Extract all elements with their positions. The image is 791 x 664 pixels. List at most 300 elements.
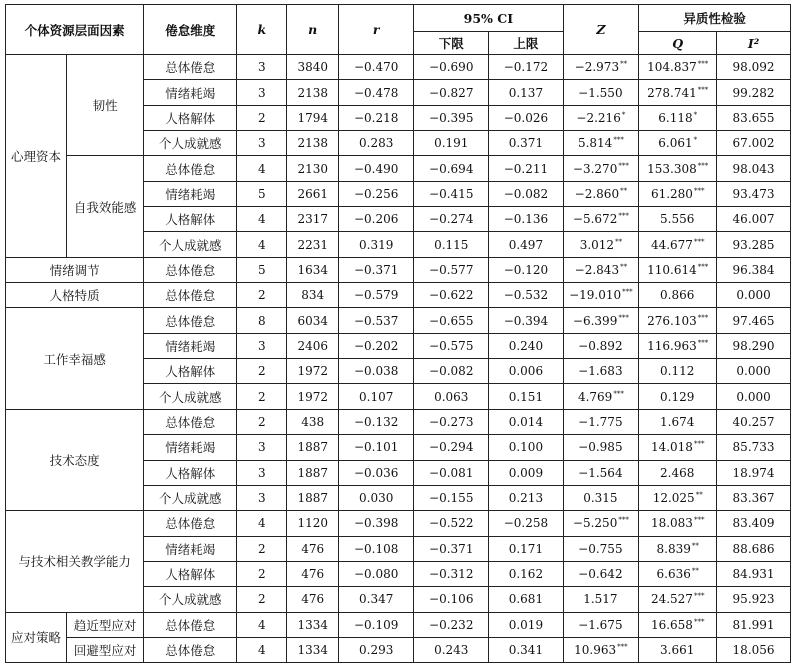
n-cell-value: 2406 [297, 338, 328, 353]
ci-lower-cell-value: −0.371 [429, 541, 474, 556]
n-cell [287, 435, 339, 460]
dimension-cell-value: 总体倦怠 [165, 161, 216, 177]
r-cell-value: −0.109 [353, 617, 399, 632]
k-cell-value: 4 [257, 643, 266, 658]
significance-mark: ** [620, 60, 628, 69]
k-cell [237, 333, 287, 358]
ci-lower-cell-value: 0.063 [434, 389, 469, 404]
n-cell-value: 1334 [297, 617, 328, 632]
n-cell [287, 181, 339, 206]
r-cell [339, 207, 414, 232]
ci-upper-cell-value: 0.151 [508, 389, 544, 404]
n-cell [287, 637, 339, 662]
i2-cell [717, 131, 791, 156]
n-cell [287, 587, 339, 612]
i2-cell-value: 81.991 [732, 617, 775, 632]
q-cell [639, 587, 717, 612]
i2-cell [717, 485, 791, 510]
header-ci-lower: 下限 [414, 32, 489, 55]
significance-mark: *** [697, 85, 709, 94]
significance-mark: *** [618, 313, 629, 322]
significance-mark: *** [693, 186, 705, 195]
significance-mark: ** [620, 186, 628, 195]
n-cell [287, 257, 339, 282]
ci-upper-cell-value: 0.213 [508, 491, 544, 506]
ci-lower-cell [414, 409, 489, 434]
dimension-cell [144, 333, 237, 358]
n-cell [287, 485, 339, 510]
k-cell [237, 80, 287, 105]
k-cell-value: 5 [257, 186, 266, 201]
r-cell [339, 131, 414, 156]
n-cell-value: 2231 [297, 237, 328, 252]
ci-lower-cell [414, 460, 489, 485]
z-cell [563, 359, 639, 384]
ci-upper-cell [489, 55, 563, 80]
header-heterogeneity: 异质性检验 [639, 5, 791, 32]
i2-cell-value: 96.384 [732, 262, 775, 277]
dimension-cell [144, 283, 237, 308]
q-cell [639, 511, 717, 536]
dimension-cell-value: 人格解体 [165, 567, 216, 583]
ci-lower-cell-value: −0.622 [429, 288, 474, 303]
significance-mark: *** [613, 136, 624, 145]
q-cell [639, 333, 717, 358]
z-cell [563, 131, 639, 156]
header-k: k [237, 5, 287, 55]
dimension-cell-value: 总体倦怠 [165, 60, 216, 76]
r-cell-value: −0.206 [353, 212, 399, 227]
i2-cell [717, 80, 791, 105]
dimension-cell-value: 总体倦怠 [165, 262, 216, 278]
n-cell [287, 359, 339, 384]
r-cell [339, 587, 414, 612]
table-row [6, 308, 791, 333]
q-cell-value: 153.308 [647, 161, 697, 176]
z-cell-value: −0.985 [578, 440, 623, 455]
ci-upper-cell [489, 435, 563, 460]
ci-lower-cell-value: −0.415 [429, 186, 474, 201]
i2-cell-value: 97.465 [732, 313, 775, 328]
dimension-cell-value: 总体倦怠 [165, 516, 216, 532]
i2-cell-value: 99.282 [732, 85, 775, 100]
significance-mark: *** [697, 313, 709, 322]
significance-mark: *** [693, 516, 705, 525]
significance-mark: * [693, 136, 698, 145]
ci-lower-cell-value: −0.575 [429, 338, 474, 353]
table-row [6, 283, 791, 308]
r-cell [339, 536, 414, 561]
ci-upper-cell-value: −0.172 [503, 60, 549, 75]
ci-lower-cell [414, 131, 489, 156]
k-cell [237, 181, 287, 206]
header-ci-upper: 上限 [489, 32, 563, 55]
group-personality: 人格特质 [6, 283, 144, 308]
dimension-cell [144, 409, 237, 434]
ci-upper-cell-value: −0.026 [503, 110, 549, 125]
k-cell [237, 561, 287, 586]
n-cell [287, 612, 339, 637]
ci-lower-cell-value: −0.081 [429, 465, 474, 480]
group-tech-attitude: 技术态度 [6, 409, 144, 510]
r-cell [339, 435, 414, 460]
z-cell-value: −5.250 [572, 516, 618, 531]
dimension-cell-value: 个人成就感 [159, 237, 222, 253]
q-cell-value: 5.556 [660, 212, 695, 227]
ci-upper-cell-value: 0.497 [508, 237, 544, 252]
n-cell-value: 6034 [297, 313, 328, 328]
n-cell-value: 1972 [297, 364, 328, 379]
q-cell-value: 61.280 [650, 186, 693, 201]
z-cell [563, 409, 639, 434]
ci-lower-cell [414, 612, 489, 637]
r-cell-value: −0.398 [353, 516, 399, 531]
i2-cell [717, 561, 791, 586]
k-cell-value: 2 [257, 288, 266, 303]
i2-cell [717, 409, 791, 434]
dimension-cell [144, 105, 237, 130]
n-cell [287, 207, 339, 232]
k-cell-value: 2 [257, 414, 266, 429]
q-cell [639, 485, 717, 510]
ci-lower-cell-value: −0.273 [429, 414, 474, 429]
ci-upper-cell-value: 0.240 [508, 338, 544, 353]
ci-lower-cell-value: −0.522 [429, 516, 474, 531]
q-cell-value: 6.636 [656, 567, 691, 582]
ci-lower-cell [414, 485, 489, 510]
subgroup-resilience: 韧性 [67, 55, 144, 156]
header-r: r [339, 5, 414, 55]
z-cell [563, 207, 639, 232]
i2-cell-value: 95.923 [732, 592, 775, 607]
ci-lower-cell [414, 55, 489, 80]
dimension-cell-value: 情绪耗竭 [165, 440, 216, 456]
ci-lower-cell [414, 257, 489, 282]
z-cell-value: −5.672 [572, 212, 618, 227]
z-cell-value: −2.216 [576, 110, 621, 125]
z-cell-value: 1.517 [583, 592, 618, 607]
n-cell-value: 476 [301, 567, 325, 582]
i2-cell-value: 18.974 [732, 465, 775, 480]
header-z: Z [563, 5, 639, 55]
n-cell-value: 1334 [297, 643, 328, 658]
k-cell [237, 308, 287, 333]
i2-cell [717, 105, 791, 130]
i2-cell [717, 181, 791, 206]
ci-upper-cell [489, 308, 563, 333]
ci-upper-cell [489, 536, 563, 561]
ci-lower-cell-value: −0.155 [429, 491, 474, 506]
z-cell [563, 181, 639, 206]
i2-cell-value: 88.686 [732, 541, 775, 556]
ci-lower-cell-value: −0.232 [429, 617, 474, 632]
i2-cell [717, 207, 791, 232]
ci-lower-cell-value: −0.106 [429, 592, 474, 607]
z-cell-value: −0.642 [578, 567, 623, 582]
q-cell-value: 12.025 [652, 491, 695, 506]
dimension-cell [144, 511, 237, 536]
ci-upper-cell-value: −0.211 [503, 161, 549, 176]
q-cell [639, 131, 717, 156]
dimension-cell-value: 总体倦怠 [165, 313, 216, 329]
z-cell-value: −1.550 [578, 85, 623, 100]
dimension-cell-value: 人格解体 [165, 212, 216, 228]
r-cell-value: −0.132 [353, 414, 399, 429]
ci-upper-cell [489, 460, 563, 485]
subgroup-approach: 趋近型应对 [67, 612, 144, 637]
ci-lower-cell [414, 511, 489, 536]
ci-lower-cell-value: 0.243 [434, 643, 469, 658]
dimension-cell [144, 384, 237, 409]
i2-cell-value: 83.367 [732, 491, 775, 506]
i2-cell [717, 308, 791, 333]
dimension-cell [144, 587, 237, 612]
r-cell [339, 612, 414, 637]
dimension-cell-value: 个人成就感 [159, 592, 222, 608]
ci-lower-cell [414, 536, 489, 561]
q-cell [639, 536, 717, 561]
ci-upper-cell-value: 0.137 [508, 85, 544, 100]
significance-mark: ** [695, 491, 703, 500]
q-cell [639, 308, 717, 333]
significance-mark: *** [693, 617, 705, 626]
z-cell [563, 587, 639, 612]
significance-mark: *** [618, 161, 629, 170]
i2-cell [717, 283, 791, 308]
q-cell-value: 6.061 [658, 136, 693, 151]
ci-upper-cell-value: 0.171 [508, 541, 544, 556]
q-cell [639, 384, 717, 409]
dimension-cell-value: 人格解体 [165, 465, 216, 481]
q-cell [639, 359, 717, 384]
k-cell [237, 511, 287, 536]
i2-cell [717, 511, 791, 536]
significance-mark: *** [693, 237, 705, 246]
k-cell-value: 2 [257, 364, 266, 379]
q-cell-value: 24.527 [650, 592, 693, 607]
r-cell-value: −0.036 [353, 465, 399, 480]
z-cell [563, 435, 639, 460]
k-cell [237, 587, 287, 612]
ci-upper-cell-value: −0.082 [503, 186, 549, 201]
r-cell [339, 257, 414, 282]
k-cell [237, 55, 287, 80]
ci-lower-cell-value: −0.694 [429, 161, 474, 176]
ci-upper-cell [489, 257, 563, 282]
dimension-cell-value: 情绪耗竭 [165, 338, 216, 354]
i2-cell-value: 18.056 [732, 643, 775, 658]
ci-upper-cell-value: 0.371 [508, 136, 544, 151]
table-row [6, 637, 791, 662]
k-cell-value: 4 [257, 237, 266, 252]
n-cell-value: 1794 [297, 110, 328, 125]
k-cell-value: 2 [257, 592, 266, 607]
r-cell-value: −0.256 [353, 186, 399, 201]
k-cell [237, 612, 287, 637]
ci-upper-cell-value: 0.014 [508, 414, 544, 429]
header-row-1 [6, 5, 791, 32]
dimension-cell-value: 总体倦怠 [165, 414, 216, 430]
z-cell [563, 511, 639, 536]
k-cell [237, 637, 287, 662]
ci-lower-cell [414, 105, 489, 130]
n-cell [287, 536, 339, 561]
q-cell [639, 181, 717, 206]
z-cell [563, 333, 639, 358]
z-cell-value: −1.675 [578, 617, 623, 632]
k-cell-value: 3 [257, 491, 266, 506]
significance-mark: *** [618, 516, 629, 525]
k-cell-value: 2 [257, 110, 266, 125]
dimension-cell [144, 637, 237, 662]
k-cell [237, 156, 287, 181]
r-cell [339, 359, 414, 384]
i2-cell [717, 637, 791, 662]
ci-upper-cell-value: 0.100 [508, 440, 544, 455]
subgroup-self-efficacy: 自我效能感 [67, 156, 144, 257]
r-cell-value: −0.080 [353, 567, 399, 582]
q-cell-value: 1.674 [660, 414, 695, 429]
ci-upper-cell [489, 156, 563, 181]
ci-upper-cell [489, 283, 563, 308]
k-cell-value: 3 [257, 60, 266, 75]
ci-upper-cell [489, 637, 563, 662]
r-cell [339, 409, 414, 434]
r-cell [339, 156, 414, 181]
dimension-cell [144, 207, 237, 232]
ci-lower-cell [414, 359, 489, 384]
ci-upper-cell-value: 0.006 [508, 364, 544, 379]
dimension-cell [144, 55, 237, 80]
significance-mark: ** [615, 237, 623, 246]
z-cell-value: −2.843 [574, 262, 620, 277]
ci-lower-cell [414, 384, 489, 409]
q-cell-value: 44.677 [650, 237, 693, 252]
table-row [6, 156, 791, 181]
i2-cell [717, 612, 791, 637]
n-cell [287, 232, 339, 257]
n-cell [287, 409, 339, 434]
z-cell-value: −1.683 [578, 364, 623, 379]
table-row [6, 257, 791, 282]
ci-upper-cell [489, 207, 563, 232]
i2-cell [717, 257, 791, 282]
ci-upper-cell-value: 0.341 [508, 643, 544, 658]
ci-lower-cell-value: −0.690 [429, 60, 474, 75]
r-cell-value: 0.319 [359, 237, 394, 252]
q-cell [639, 612, 717, 637]
n-cell-value: 1120 [297, 516, 328, 531]
z-cell-value: 5.814 [577, 136, 613, 151]
z-cell [563, 232, 639, 257]
k-cell [237, 105, 287, 130]
i2-cell-value: 85.733 [732, 440, 775, 455]
q-cell [639, 409, 717, 434]
dimension-cell [144, 80, 237, 105]
dimension-cell-value: 总体倦怠 [165, 617, 216, 633]
ci-upper-cell-value: −0.532 [503, 288, 549, 303]
k-cell-value: 2 [257, 389, 266, 404]
q-cell-value: 278.741 [647, 85, 697, 100]
r-cell [339, 80, 414, 105]
ci-lower-cell-value: 0.191 [434, 136, 469, 151]
z-cell [563, 536, 639, 561]
dimension-cell-value: 人格解体 [165, 110, 216, 126]
dimension-cell [144, 232, 237, 257]
ci-lower-cell [414, 232, 489, 257]
ci-upper-cell [489, 587, 563, 612]
r-cell-value: −0.490 [353, 161, 399, 176]
n-cell-value: 476 [301, 592, 325, 607]
r-cell-value: −0.478 [353, 85, 399, 100]
q-cell [639, 283, 717, 308]
k-cell-value: 2 [257, 567, 266, 582]
z-cell [563, 105, 639, 130]
k-cell [237, 384, 287, 409]
ci-lower-cell-value: −0.395 [429, 110, 474, 125]
ci-lower-cell [414, 181, 489, 206]
group-psych-capital: 心理资本 [6, 55, 67, 258]
r-cell-value: −0.218 [353, 110, 399, 125]
header-n: n [287, 5, 339, 55]
i2-cell [717, 384, 791, 409]
table-body [6, 55, 791, 663]
n-cell-value: 1887 [297, 465, 328, 480]
header-q: Q [639, 32, 717, 55]
q-cell-value: 116.963 [647, 338, 697, 353]
ci-lower-cell-value: 0.115 [434, 237, 469, 252]
n-cell-value: 1887 [297, 440, 328, 455]
ci-upper-cell [489, 359, 563, 384]
header-i2: I² [717, 32, 791, 55]
z-cell [563, 308, 639, 333]
q-cell [639, 156, 717, 181]
r-cell-value: 0.030 [359, 491, 394, 506]
ci-lower-cell-value: −0.274 [429, 212, 474, 227]
ci-lower-cell-value: −0.082 [429, 364, 474, 379]
n-cell-value: 2138 [297, 136, 328, 151]
r-cell-value: −0.202 [353, 338, 399, 353]
n-cell-value: 2138 [297, 85, 328, 100]
dimension-cell-value: 个人成就感 [159, 389, 222, 405]
z-cell-value: −6.399 [572, 313, 618, 328]
ci-lower-cell-value: −0.577 [429, 262, 474, 277]
z-cell [563, 384, 639, 409]
r-cell [339, 637, 414, 662]
q-cell-value: 104.837 [647, 60, 697, 75]
n-cell [287, 308, 339, 333]
i2-cell [717, 333, 791, 358]
z-cell-value: −1.564 [578, 465, 623, 480]
n-cell-value: 834 [301, 288, 325, 303]
ci-lower-cell [414, 308, 489, 333]
q-cell-value: 0.129 [660, 389, 695, 404]
z-cell [563, 637, 639, 662]
n-cell [287, 55, 339, 80]
k-cell-value: 4 [257, 516, 266, 531]
q-cell-value: 0.112 [660, 364, 695, 379]
q-cell [639, 207, 717, 232]
z-cell-value: −19.010 [569, 288, 622, 303]
r-cell [339, 561, 414, 586]
ci-upper-cell-value: −0.394 [503, 313, 549, 328]
ci-upper-cell [489, 485, 563, 510]
i2-cell-value: 46.007 [732, 212, 775, 227]
significance-mark: *** [697, 60, 709, 69]
r-cell-value: −0.038 [353, 364, 399, 379]
ci-upper-cell-value: 0.009 [508, 465, 544, 480]
q-cell [639, 435, 717, 460]
